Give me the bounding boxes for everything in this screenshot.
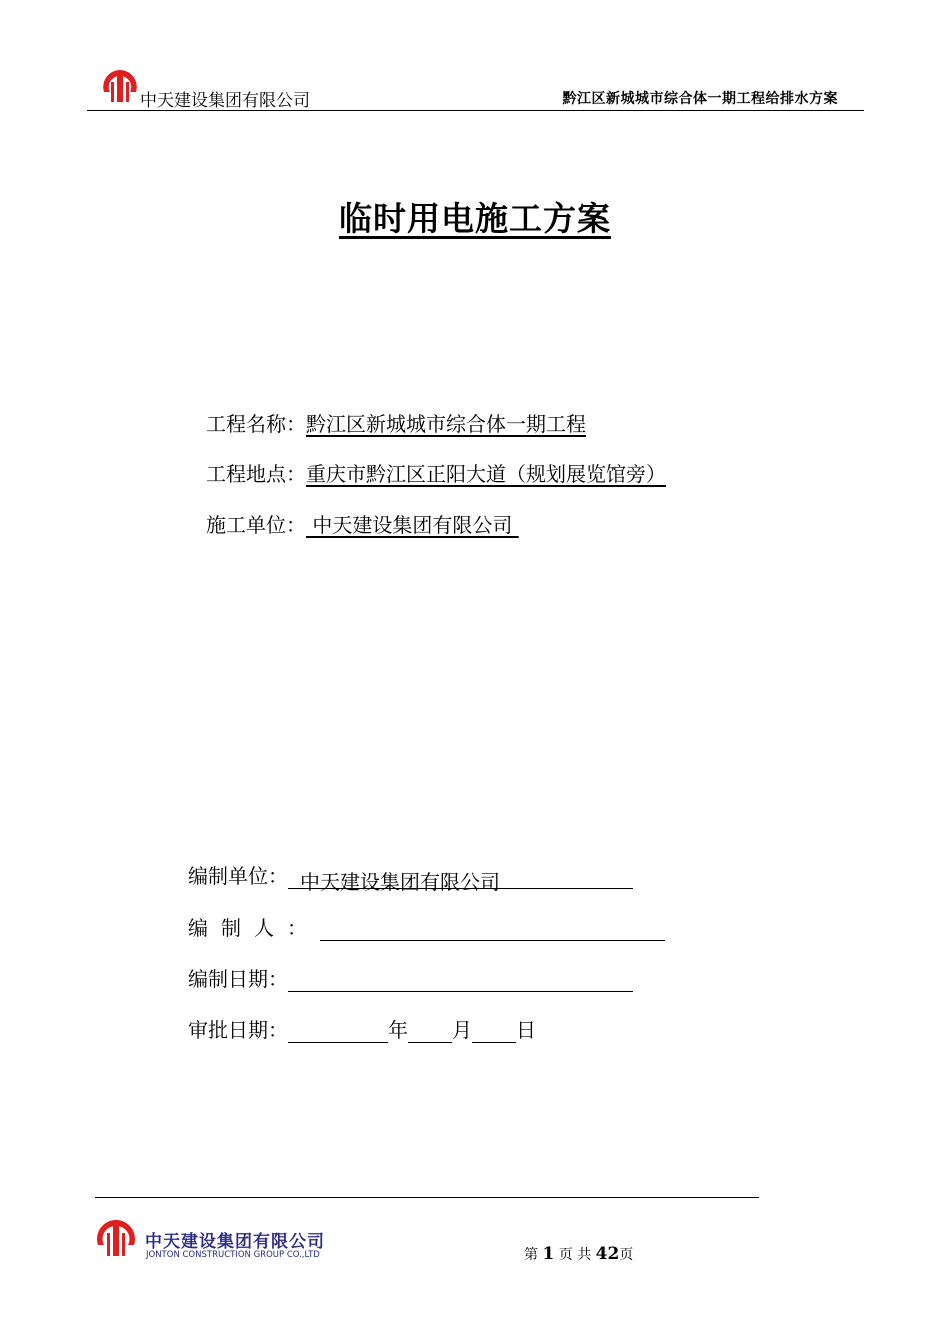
day-label: 日 [516,1018,536,1042]
footer-company-cn: 中天建设集团有限公司 [145,1232,325,1252]
footer-logo-icon [95,1218,137,1258]
page-mid1: 页 [558,1247,573,1263]
approve-month-line [408,1020,452,1043]
page-number [524,1244,633,1264]
company-logo-icon [100,68,140,104]
header-divider [87,110,864,111]
compile-date-row [188,963,633,992]
page-suffix: 页 [619,1247,634,1263]
header-project-title: 黔江区新城城市综合体一期工程给排水方案 [562,91,838,107]
document-title: 临时用电施工方案 [339,199,611,238]
compile-date-line [288,969,633,992]
compile-unit-row [188,860,633,894]
compile-date-label: 编制日期： [188,967,288,991]
header-company-name: 中天建设集团有限公司 [140,91,310,111]
project-name-row [206,408,586,437]
approve-day-line [472,1020,516,1043]
month-label: 月 [452,1018,472,1042]
construction-unit-row [206,509,519,538]
page-mid2: 共 [577,1247,592,1263]
project-site-label: 工程地点： [206,462,306,486]
approve-date-label: 审批日期： [188,1018,288,1042]
year-label: 年 [388,1018,408,1042]
footer-divider [95,1197,759,1198]
compile-unit-line [288,866,633,894]
construction-unit-value: 中天建设集团有限公司 [306,513,519,537]
compiler-label: 编制人： [188,916,320,940]
page-total: 42 [595,1244,620,1264]
construction-unit-label: 施工单位： [206,513,306,537]
compiler-row [188,912,665,941]
project-name-label: 工程名称： [206,412,306,436]
compile-unit-value: 中天建设集团有限公司 [300,870,500,894]
project-site-value: 重庆市黔江区正阳大道（规划展览馆旁） [306,462,666,486]
page-prefix: 第 [524,1247,538,1263]
project-name-value: 黔江区新城城市综合体一期工程 [306,412,586,436]
footer-company-en: JONTON CONSTRUCTION GROUP CO.,LTD [146,1250,320,1260]
compiler-line [320,918,665,941]
page-current: 1 [542,1244,555,1264]
approve-year-line [288,1020,388,1043]
project-site-row [206,458,666,487]
approve-date-row [188,1014,536,1043]
compile-unit-label: 编制单位： [188,864,288,888]
